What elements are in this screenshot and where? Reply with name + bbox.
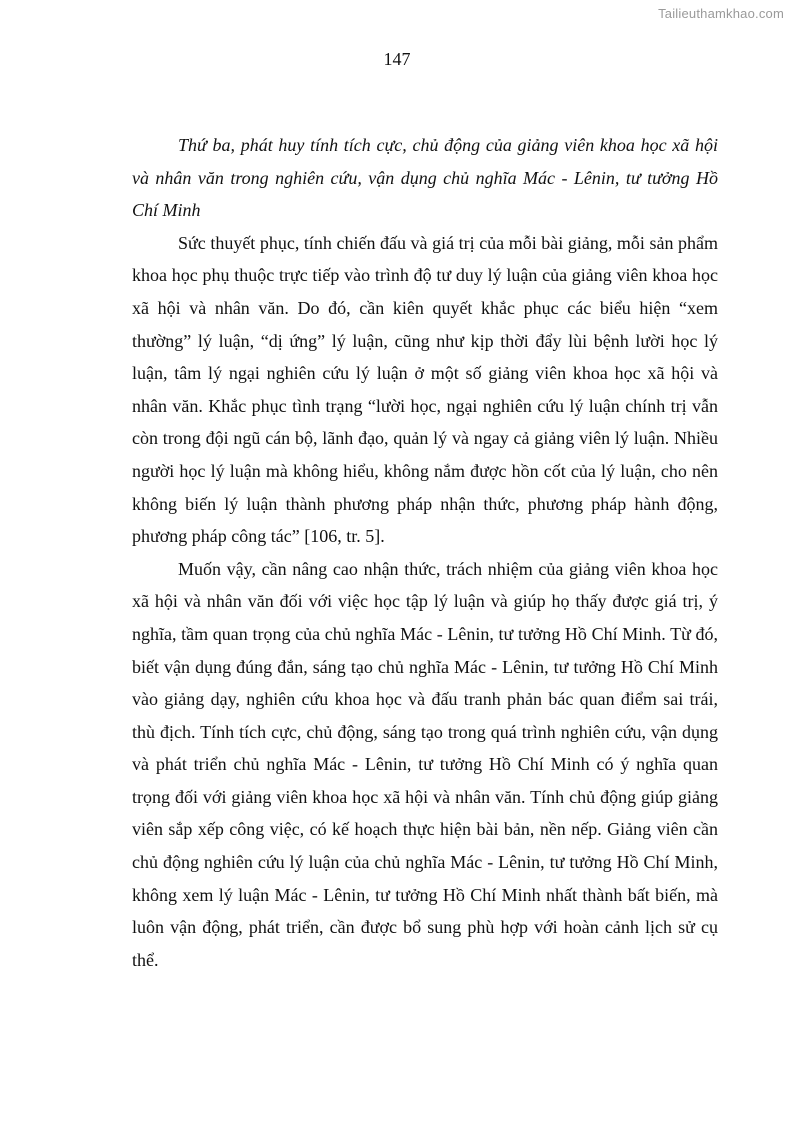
section-heading: Thứ ba, phát huy tính tích cực, chủ động của giảng viên khoa học xã hội và nhân văn trong nghiên cứu, vận dụng chủ nghĩa Mác - Lênin, tư tưởng Hồ Chí Minh bbox=[132, 135, 718, 221]
page-number: 147 bbox=[383, 49, 411, 69]
paragraph-2: Muốn vậy, cần nâng cao nhận thức, trách nhiệm của giảng viên khoa học xã hội và nhân văn đối với việc học tập lý luận và giúp họ thấy được giá trị, ý nghĩa, tầm quan trọng của chủ nghĩa Mác - Lênin, tư tưởng Hồ Chí Minh. Từ đó, biết vận dụng đúng đắn, sáng tạo chủ nghĩa Mác - Lênin, tư tưởng Hồ Chí Minh vào giảng dạy, nghiên cứu khoa học và đấu tranh phản bác quan điểm sai trái, thù địch. Tính tích cực, chủ động, sáng tạo trong quá trình nghiên cứu, vận dụng và phát triển chủ nghĩa Mác - Lênin, tư tưởng Hồ Chí Minh có ý nghĩa quan trọng đối với giảng viên khoa học xã hội và nhân văn. Tính chủ động giúp giảng viên sắp xếp công việc, có kế hoạch thực hiện bài bản, nền nếp. Giảng viên cần chủ động nghiên cứu lý luận của chủ nghĩa Mác - Lênin, tư tưởng Hồ Chí Minh, không xem lý luận Mác - Lênin, tư tưởng Hồ Chí Minh nhất thành bất biến, mà luôn vận động, phát triển, cần được bổ sung phù hợp với hoàn cảnh lịch sử cụ thể. bbox=[132, 558, 718, 970]
paragraph-1: Sức thuyết phục, tính chiến đấu và giá trị của mỗi bài giảng, mỗi sản phẩm khoa học phụ thuộc trực tiếp vào trình độ tư duy lý luận của giảng viên khoa học xã hội và nhân văn. Do đó, cần kiên quyết khắc phục các biểu hiện “xem thường” lý luận, “dị ứng” lý luận, cũng như kịp thời đẩy lùi bệnh lười học lý luận, tâm lý ngại nghiên cứu lý luận ở một số giảng viên khoa học xã hội và nhân văn. Khắc phục tình trạng “lười học, ngại nghiên cứu lý luận chính trị vẫn còn trong đội ngũ cán bộ, lãnh đạo, quản lý và ngay cả giảng viên lý luận. Nhiều người học lý luận mà không hiểu, không nắm được hồn cốt của lý luận, cho nên không biến lý luận thành phương pháp nhận thức, phương pháp hành động, phương pháp công tác” [106, tr. 5]. bbox=[132, 232, 718, 547]
document-body bbox=[132, 129, 718, 976]
watermark-text: Tailieuthamkhao.com bbox=[658, 6, 784, 21]
